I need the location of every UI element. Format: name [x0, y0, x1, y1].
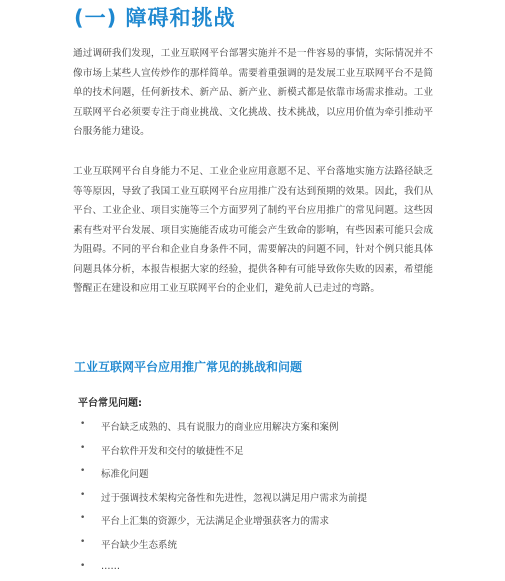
bullet-icon: • — [80, 466, 86, 477]
list-item-text: 平台软件开发和交付的敏捷性不足 — [101, 445, 244, 457]
list-item — [0, 416, 505, 440]
issue-list — [0, 416, 505, 581]
bullet-icon: • — [80, 536, 86, 547]
paragraph-causes: 工业互联网平台自身能力不足、工业企业应用意愿不足、平台落地实施方法路径缺乏等等原因，导致了我国工业互联网平台应用推广没有达到预期的效果。因此，我们从平台、工业企业、项目实施等三个方面罗列了制约平台应用推广的常见问题。这些因素有些对平台发展、项目实施能否成功可能会产生致命的影响，有些因素可能只会成为阻碍。不同的平台和企业自身条件不同，需要解决的问题不同，针对个例只能具体问题具体分析，本报告根据大家的经验，提供各种有可能导致你失败的因素，希望能警醒正在建设和应用工业互联网平台的企业们，避免前人已走过的弯路。 — [73, 166, 433, 294]
list-item — [0, 510, 505, 534]
bullet-icon: • — [80, 419, 86, 429]
list-item-text: 平台上汇集的资源少，无法满足企业增强获客力的需求 — [101, 516, 330, 528]
list-item-text: …… — [101, 560, 120, 572]
paragraph-intro: 通过调研我们发现，工业互联网平台部署实施并不是一件容易的事情，实际情况并不像市场上某些人宣传炒作的那样简单。需要着重强调的是发展工业互联网平台不是简单的技术问题，任何新技术、新产品、新产业、新模式都是依靠市场需求推动。工业互联网平台必须要专注于商业挑战、文化挑战、技术挑战，以应用价值为牵引推动平台服务能力建设。 — [73, 48, 433, 137]
subsection-title: 工业互联网平台应用推广常见的挑战和问题 — [74, 360, 303, 374]
list-item-text: 过于强调技术架构完备性和先进性，忽视以满足用户需求为前提 — [101, 492, 368, 504]
list-item — [0, 463, 505, 487]
bullet-icon: • — [80, 513, 86, 524]
bullet-icon: • — [80, 560, 86, 571]
list-item-text: 平台缺少生态系统 — [101, 539, 178, 551]
list-item — [0, 440, 505, 464]
bullet-icon: • — [80, 442, 86, 453]
list-item — [0, 534, 505, 558]
bullet-icon: • — [80, 489, 86, 500]
list-item — [0, 558, 505, 581]
list-heading: 平台常见问题: — [78, 398, 142, 409]
section-title: (一) 障碍和挑战 — [74, 6, 236, 30]
list-item-text: 平台缺乏成熟的、具有说服力的商业应用解决方案和案例 — [101, 422, 339, 433]
list-item-text: 标准化问题 — [101, 469, 149, 481]
list-item — [0, 487, 505, 511]
